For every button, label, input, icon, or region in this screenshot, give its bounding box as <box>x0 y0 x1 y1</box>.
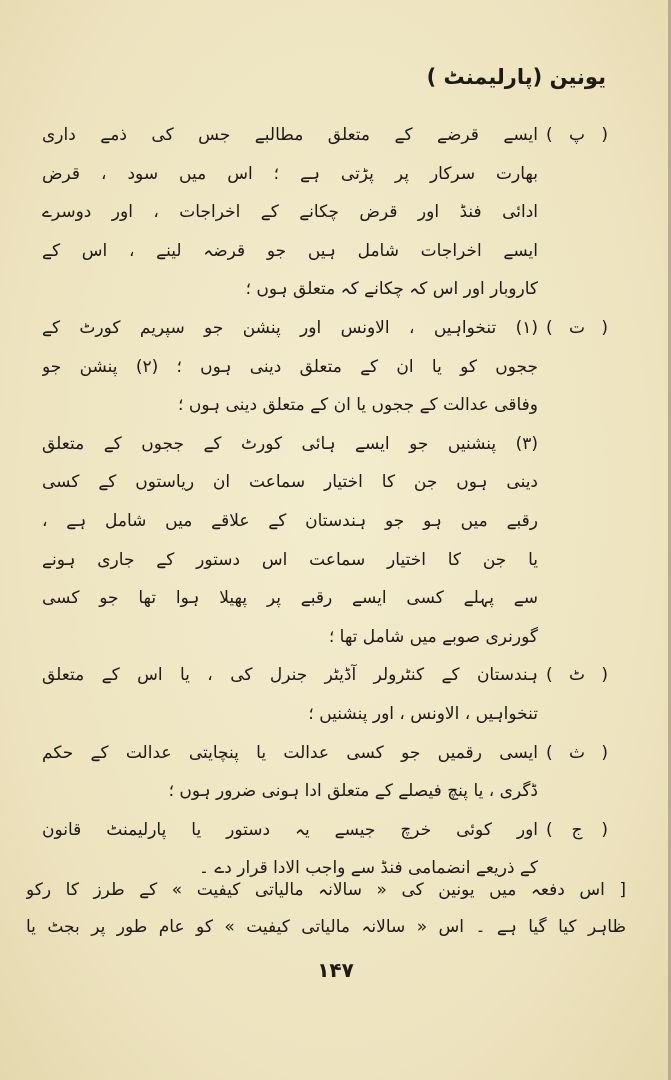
clause-line <box>42 734 608 773</box>
clause-line: بھارت سرکار پر پڑتی ہے ؛ اس میں سود ، قرض <box>42 163 538 184</box>
clause-line: گورنری صوبے میں شامل تھا ؛ <box>328 626 538 647</box>
clause-line: وفاقی عدالت کے ججوں یا ان کے متعلق دینی ہوں ؛ <box>178 395 538 416</box>
clause-line: یا جن کا اختیار سماعت اس دستور کے جاری ہونے <box>42 549 538 570</box>
clause-line: (۳) پنشنیں جو ایسے ہائی کورٹ کے ججوں کے متعلق <box>42 433 538 454</box>
clause-line <box>42 656 608 695</box>
clause-line: ججوں کو یا ان کے متعلق دینی ہوں ؛ (۲) پنشن جو <box>42 356 538 377</box>
clause-line: ادائی فنڈ اور قرض چکانے کے اخراجات ، اور دوسرے <box>42 202 538 223</box>
clause-line: دینی ہوں جن کا اختیار سماعت ان ریاستوں کے کسی <box>42 472 538 493</box>
clause-line: ایسے اخراجات شامل ہیں جو قرضہ لینے ، اس کے <box>42 240 538 261</box>
running-header: یونین (پارلیمنٹ ) <box>426 65 606 89</box>
clause-line: کے ذریعے انضمامی فنڈ سے واجب الادا قرار دے ۔ <box>198 858 538 879</box>
clause-label: ( ٹ ) <box>546 665 608 686</box>
clause-line <box>42 811 608 850</box>
clause-label: ( ج ) <box>546 819 608 840</box>
clause-line: رقبے میں ہو جو ہندستان کے علاقے میں شامل ہے ، <box>42 510 538 531</box>
clause-text: اور کوئی خرچ جیسے یہ دستور یا پارلیمنٹ قانون <box>42 819 538 840</box>
clause-text: (۱) تنخواہیں ، الاونس اور پنشن جو سپریم کورٹ کے <box>42 317 538 338</box>
clause-line: ڈگری ، یا پنچ فیصلے کے متعلق ادا ہونی ضرور ہوں ؛ <box>168 781 538 802</box>
clause-line <box>42 116 608 155</box>
clause-line: سے پہلے کسی ایسے رقبے پر پھیلا ہوا تھا جو کسی <box>42 588 538 609</box>
clause-label: ( پ ) <box>546 125 608 145</box>
clause-line: کاروبار اور اس کہ چکانے کہ متعلق ہوں ؛ <box>245 279 538 300</box>
clause-list <box>42 116 608 888</box>
note-line: [ اس دفعہ میں یونین کی « سالانہ مالیاتی کیفیت » کے طرز کا رکو <box>26 880 626 900</box>
clause-text: ایسے قرضے کے متعلق مطالبے جس کی ذمے داری <box>42 125 538 145</box>
clause-label: ( ت ) <box>546 317 608 338</box>
commentary-note <box>26 872 626 946</box>
clause-text: ایسی رقمیں جو کسی عدالت یا پنچایتی عدالت کے حکم <box>42 742 538 763</box>
page-number: ۱۴۷ <box>317 958 354 982</box>
clause-label: ( ث ) <box>546 742 608 763</box>
clause-line: تنخواہیں ، الاونس ، اور پنشنیں ؛ <box>308 703 538 724</box>
note-line: ظاہر کیا گیا ہے ۔ اس « سالانہ مالیاتی کیفیت » کو عام طور پر بجٹ یا <box>26 917 626 937</box>
clause-text: ہندستان کے کنٹرولر آڈیٹر جنرل کی ، یا اس کے متعلق <box>42 665 538 686</box>
clause-line <box>42 309 608 348</box>
